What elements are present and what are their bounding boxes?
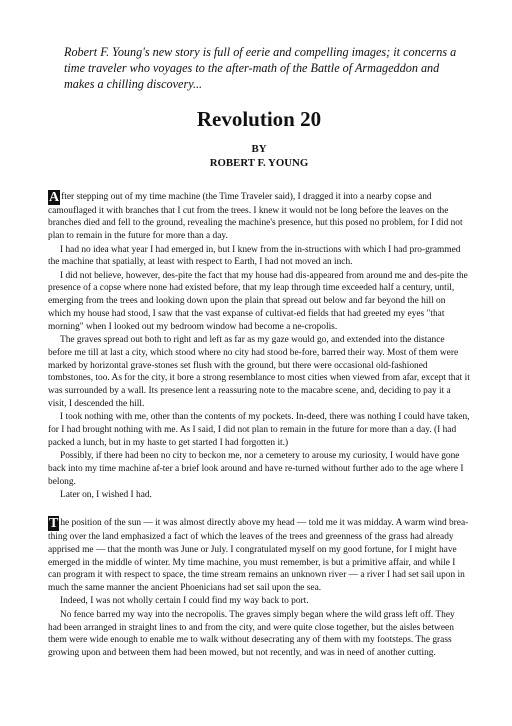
paragraph-text: I did not believe, however, des-pite the fact that my house had dis-appeared from around me and des-pite the presence of a copse where none had existed before, that my leap through time exceeded half a century, until, emerging from the trees and looking down upon the plain that spread out below and far beyond the hill on which my house had stood, I saw that the vast expanse of cultivat-ed fields that had greeted my eyes "that morning" when I looked out my bedroom window had become a ne-cropolis. [48,270,468,332]
paragraph-text: No fence barred my way into the necropolis. The graves simply began where the wild grass left off. They had been arranged in straight lines to and from the city, and were quite close together, but the aisles between them were wide enough to enable me to walk without desecrating any of them with my footsteps. The grass growing upon and between them had been mowed, but not recently, and was in need of another cutting. [48,609,455,659]
drop-cap: T [49,515,59,531]
story-paragraph [48,450,470,488]
story-paragraph [48,334,470,411]
story-paragraph [48,411,470,449]
paragraph-text: Possibly, if there had been no city to beckon me, nor a cemetery to arouse my curiosity, I would have gone back into my time machine af-ter a brief look around and have re-turned without further ado to the age where I belong. [48,451,464,487]
drop-cap: A [49,189,60,205]
story-paragraph [48,489,470,502]
story-paragraph [48,190,470,243]
story-paragraph [48,609,470,660]
story-paragraph [48,516,470,595]
story-paragraph [48,595,470,608]
paragraph-text: he position of the sun — it was almost directly above my head — told me it was midday. A warm wind brea-thing over the land emphasized a fact of which the leaves of the trees and greenness of the grass had already apprised me — that the month was June or July. I congratulated myself on my good fortune, for I might have emerged in the middle of winter. My time machine, you must remember, is but a primitive affair, and while I can program it with respect to space, the time stream remains an unknown river — a river I had set sail upon in much the same manner the ancient Phoenicians had set sail upon the sea. [48,517,469,594]
paragraph-text: fter stepping out of my time machine (the Time Traveler said), I dragged it into a nearby copse and camouflaged it with branches that I cut from the trees. I knew it would not be long before the leaves on the branches died and fell to the ground, revealing the machine's presence, hut this posed no problem, for I did not plan to remain in the future for more than a day. [48,191,463,242]
byline [48,142,470,170]
story-title: Revolution 20 [196,106,322,131]
story-section [48,516,470,660]
story-paragraph [48,244,470,270]
paragraph-text: Later on, I wished I had. [60,490,152,501]
paragraph-text: Indeed, I was not wholly certain I could find my way back to port. [60,596,309,607]
paragraph-text: The graves spread out both to right and left as far as my gaze would go, and extended into the distance before me till at last a city, which stood where no city had stood be-fore, barred their way. Most of them were marked by horizontal grave-stones set flush with the ground, but there were occasional old-fashioned tombstones, too. As for the city, it bore a strong resemblance to most cities when viewed from afar, except that it was surrounded by a wall. Its presence lent a reassuring note to the macabre scene, and, deciding to pay it a visit, I descended the hill. [48,335,470,410]
story-paragraph [48,270,470,334]
story-section [48,190,470,502]
paragraph-text: I took nothing with me, other than the contents of my pockets. In-deed, there was nothing I could have taken, for I had brought nothing with me. As I said, I did not plan to remain in the future for more than a day. (I had packed a lunch, but in my haste to get started I had forgotten it.) [48,412,470,448]
byline-by: BY [251,142,267,155]
paragraph-text: I had no idea what year I had emerged in, but I knew from the in-structions with which I had pro-grammed the machine that spatially, at least with respect to Earth, I had not moved an inch. [48,244,461,268]
byline-author: ROBERT F. YOUNG [209,156,309,169]
intro-blurb: Robert F. Young's new story is full of eerie and compelling images; it concerns a time traveler who voyages to the after-math of the Battle of Armageddon and makes a chilling discovery... [64,45,457,92]
story-body [48,190,470,660]
